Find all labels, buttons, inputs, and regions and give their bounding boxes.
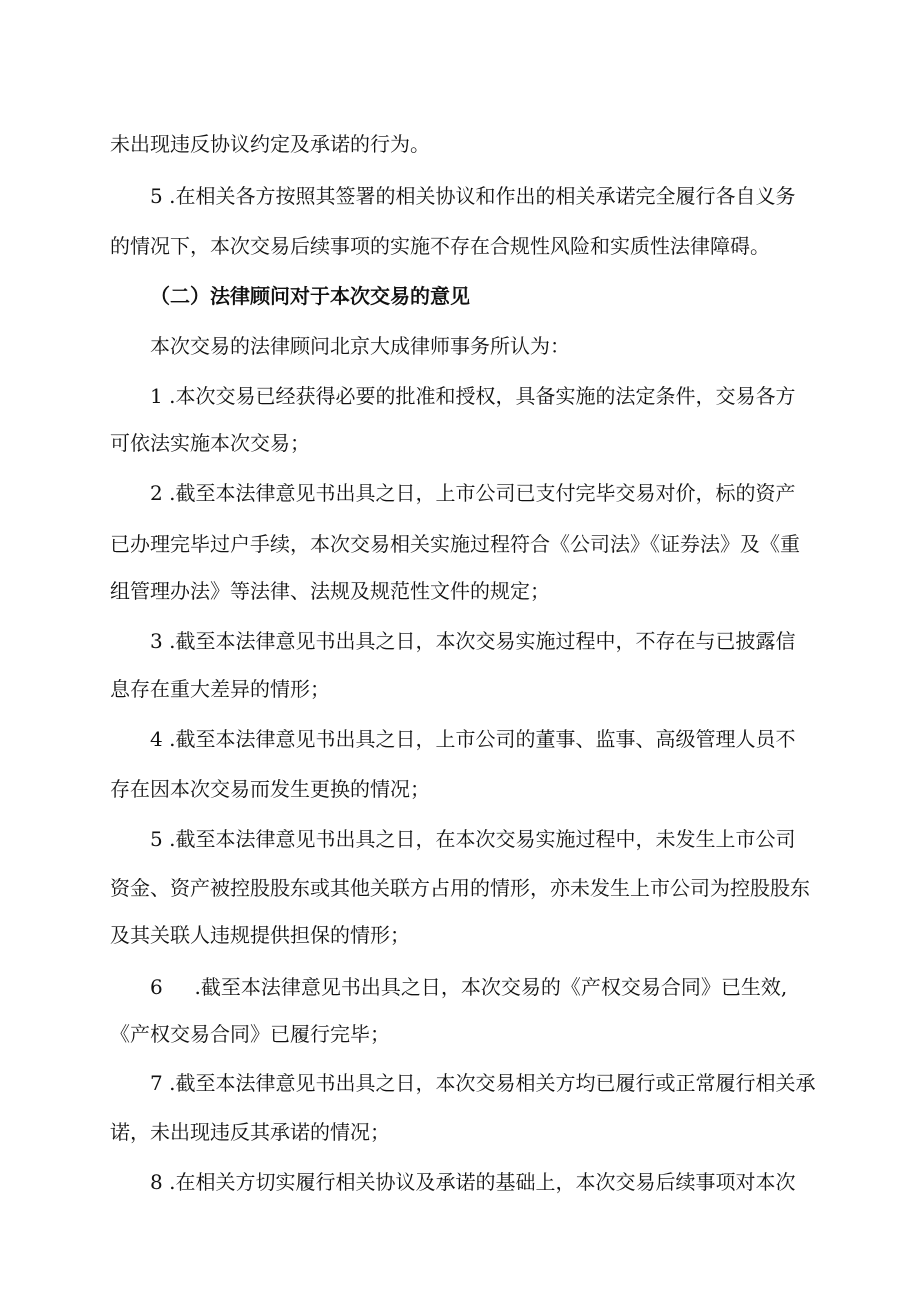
text-line-content: 息存在重大差异的情形； xyxy=(110,677,330,701)
text-line-content: 可依法实施本次交易； xyxy=(110,431,310,455)
text-line-content: 的情况下，本次交易后续事项的实施不存在合规性风险和实质性法律障碍。 xyxy=(110,234,770,258)
text-line-content: 存在因本次交易而发生更换的情况； xyxy=(110,777,430,801)
text-line-content: 《产权交易合同》已履行完毕； xyxy=(110,1022,390,1046)
text-line-content: 6 .截至本法律意见书出具之日，本次交易的《产权交易合同》已生效, xyxy=(150,975,788,999)
text-line-content: 4 .截至本法律意见书出具之日，上市公司的董事、监事、高级管理人员不 xyxy=(150,727,796,751)
text-line-content: 本次交易的法律顾问北京大成律师事务所认为： xyxy=(150,334,570,358)
text-line-content: 3 .截至本法律意见书出具之日，本次交易实施过程中，不存在与已披露信 xyxy=(150,629,796,653)
section-heading-text: （二）法律顾问对于本次交易的意见 xyxy=(150,284,470,308)
text-line-content: 已办理完毕过户手续，本次交易相关实施过程符合《公司法》《证券法》及《重 xyxy=(110,532,800,556)
text-line-content: 及其关联人违规提供担保的情形； xyxy=(110,923,410,947)
text-line-content: 组管理办法》等法律、法规及规范性文件的规定； xyxy=(110,579,550,603)
text-line-content: 资金、资产被控股股东或其他关联方占用的情形，亦未发生上市公司为控股股东 xyxy=(110,876,810,900)
text-line-content: 7 .截至本法律意见书出具之日，本次交易相关方均已履行或正常履行相关承 xyxy=(150,1071,816,1095)
text-line-content: 1 .本次交易已经获得必要的批准和授权，具备实施的法定条件，交易各方 xyxy=(150,384,796,408)
text-line-content: 8 .在相关方切实履行相关协议及承诺的基础上，本次交易后续事项对本次 xyxy=(150,1170,796,1194)
text-line-content: 诺，未出现违反其承诺的情况； xyxy=(110,1120,390,1144)
text-line-content: 2 .截至本法律意见书出具之日，上市公司已支付完毕交易对价，标的资产 xyxy=(150,481,796,505)
text-line-content: 5 .截至本法律意见书出具之日，在本次交易实施过程中，未发生上市公司 xyxy=(150,827,796,851)
text-line-content: 未出现违反协议约定及承诺的行为。 xyxy=(110,132,430,156)
text-line-content: 5 .在相关各方按照其签署的相关协议和作出的相关承诺完全履行各自义务 xyxy=(150,184,796,208)
